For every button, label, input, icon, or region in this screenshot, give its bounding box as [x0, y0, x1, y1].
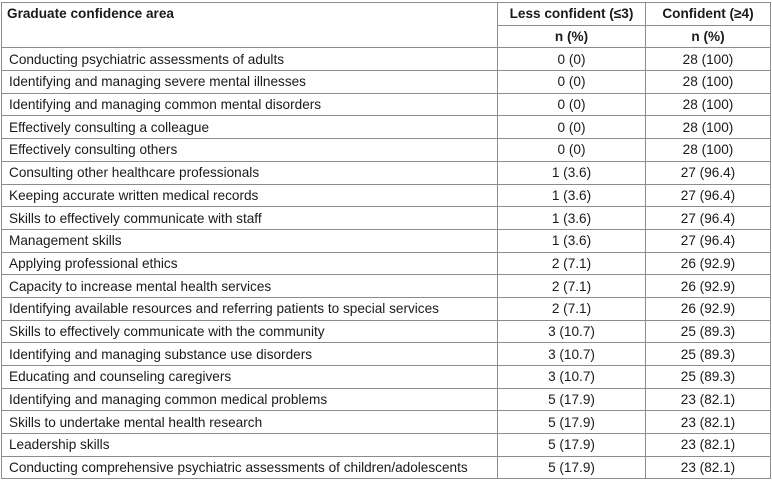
cell-less-confident: 0 (0) — [498, 71, 646, 94]
cell-confidence-area: Conducting psychiatric assessments of adults — [2, 48, 498, 71]
subheader-less-n-percent: n (%) — [498, 25, 646, 48]
table-row — [2, 161, 771, 184]
cell-confident: 23 (82.1) — [646, 388, 771, 411]
subheader-confident-n-percent: n (%) — [646, 25, 771, 48]
cell-less-confident: 1 (3.6) — [498, 161, 646, 184]
cell-confidence-area: Identifying and managing common medical problems — [2, 388, 498, 411]
table-row — [2, 252, 771, 275]
header-confidence-area: Graduate confidence area — [2, 3, 498, 48]
cell-confident: 28 (100) — [646, 71, 771, 94]
cell-less-confident: 2 (7.1) — [498, 297, 646, 320]
table-row — [2, 343, 771, 366]
cell-confidence-area: Consulting other healthcare professionals — [2, 161, 498, 184]
cell-less-confident: 5 (17.9) — [498, 456, 646, 479]
cell-less-confident: 5 (17.9) — [498, 434, 646, 457]
cell-confidence-area: Educating and counseling caregivers — [2, 366, 498, 389]
cell-less-confident: 0 (0) — [498, 93, 646, 116]
cell-confidence-area: Identifying and managing substance use disorders — [2, 343, 498, 366]
cell-less-confident: 5 (17.9) — [498, 388, 646, 411]
cell-confident: 23 (82.1) — [646, 434, 771, 457]
cell-less-confident: 3 (10.7) — [498, 366, 646, 389]
cell-less-confident: 1 (3.6) — [498, 229, 646, 252]
table-row — [2, 456, 771, 479]
cell-confidence-area: Skills to effectively communicate with staff — [2, 207, 498, 230]
cell-less-confident: 1 (3.6) — [498, 184, 646, 207]
table-row — [2, 93, 771, 116]
cell-confident: 25 (89.3) — [646, 343, 771, 366]
cell-confident: 27 (96.4) — [646, 184, 771, 207]
cell-confident: 23 (82.1) — [646, 411, 771, 434]
cell-confident: 27 (96.4) — [646, 229, 771, 252]
header-less-confident: Less confident (≤3) — [498, 3, 646, 26]
cell-confidence-area: Skills to effectively communicate with the community — [2, 320, 498, 343]
cell-confident: 26 (92.9) — [646, 252, 771, 275]
cell-confident: 28 (100) — [646, 48, 771, 71]
cell-confident: 28 (100) — [646, 93, 771, 116]
cell-confident: 27 (96.4) — [646, 207, 771, 230]
cell-less-confident: 5 (17.9) — [498, 411, 646, 434]
cell-less-confident: 2 (7.1) — [498, 252, 646, 275]
table-row — [2, 71, 771, 94]
cell-confidence-area: Skills to undertake mental health research — [2, 411, 498, 434]
confidence-table — [1, 2, 771, 479]
cell-less-confident: 0 (0) — [498, 116, 646, 139]
table-row — [2, 184, 771, 207]
table-row — [2, 207, 771, 230]
table-row — [2, 434, 771, 457]
table-row — [2, 320, 771, 343]
cell-confident: 25 (89.3) — [646, 320, 771, 343]
cell-confidence-area: Identifying available resources and referring patients to special services — [2, 297, 498, 320]
cell-confidence-area: Identifying and managing severe mental illnesses — [2, 71, 498, 94]
header-row — [2, 3, 771, 26]
cell-confident: 25 (89.3) — [646, 366, 771, 389]
cell-confident: 23 (82.1) — [646, 456, 771, 479]
cell-confidence-area: Identifying and managing common mental disorders — [2, 93, 498, 116]
cell-confidence-area: Applying professional ethics — [2, 252, 498, 275]
cell-confident: 27 (96.4) — [646, 161, 771, 184]
cell-less-confident: 3 (10.7) — [498, 320, 646, 343]
cell-confidence-area: Keeping accurate written medical records — [2, 184, 498, 207]
cell-confident: 26 (92.9) — [646, 275, 771, 298]
table-row — [2, 48, 771, 71]
table-row — [2, 411, 771, 434]
cell-confident: 28 (100) — [646, 139, 771, 162]
cell-confident: 26 (92.9) — [646, 297, 771, 320]
cell-less-confident: 2 (7.1) — [498, 275, 646, 298]
cell-confidence-area: Effectively consulting a colleague — [2, 116, 498, 139]
table-row — [2, 297, 771, 320]
table-row — [2, 366, 771, 389]
cell-confidence-area: Effectively consulting others — [2, 139, 498, 162]
table-header — [2, 3, 771, 48]
header-confident: Confident (≥4) — [646, 3, 771, 26]
table-row — [2, 229, 771, 252]
table-row — [2, 116, 771, 139]
cell-confidence-area: Leadership skills — [2, 434, 498, 457]
cell-less-confident: 0 (0) — [498, 139, 646, 162]
cell-less-confident: 3 (10.7) — [498, 343, 646, 366]
cell-less-confident: 1 (3.6) — [498, 207, 646, 230]
cell-confidence-area: Management skills — [2, 229, 498, 252]
cell-less-confident: 0 (0) — [498, 48, 646, 71]
table-body — [2, 48, 771, 479]
table-row — [2, 388, 771, 411]
cell-confidence-area: Conducting comprehensive psychiatric assessments of children/adolescents — [2, 456, 498, 479]
cell-confidence-area: Capacity to increase mental health services — [2, 275, 498, 298]
table-row — [2, 275, 771, 298]
cell-confident: 28 (100) — [646, 116, 771, 139]
table-row — [2, 139, 771, 162]
